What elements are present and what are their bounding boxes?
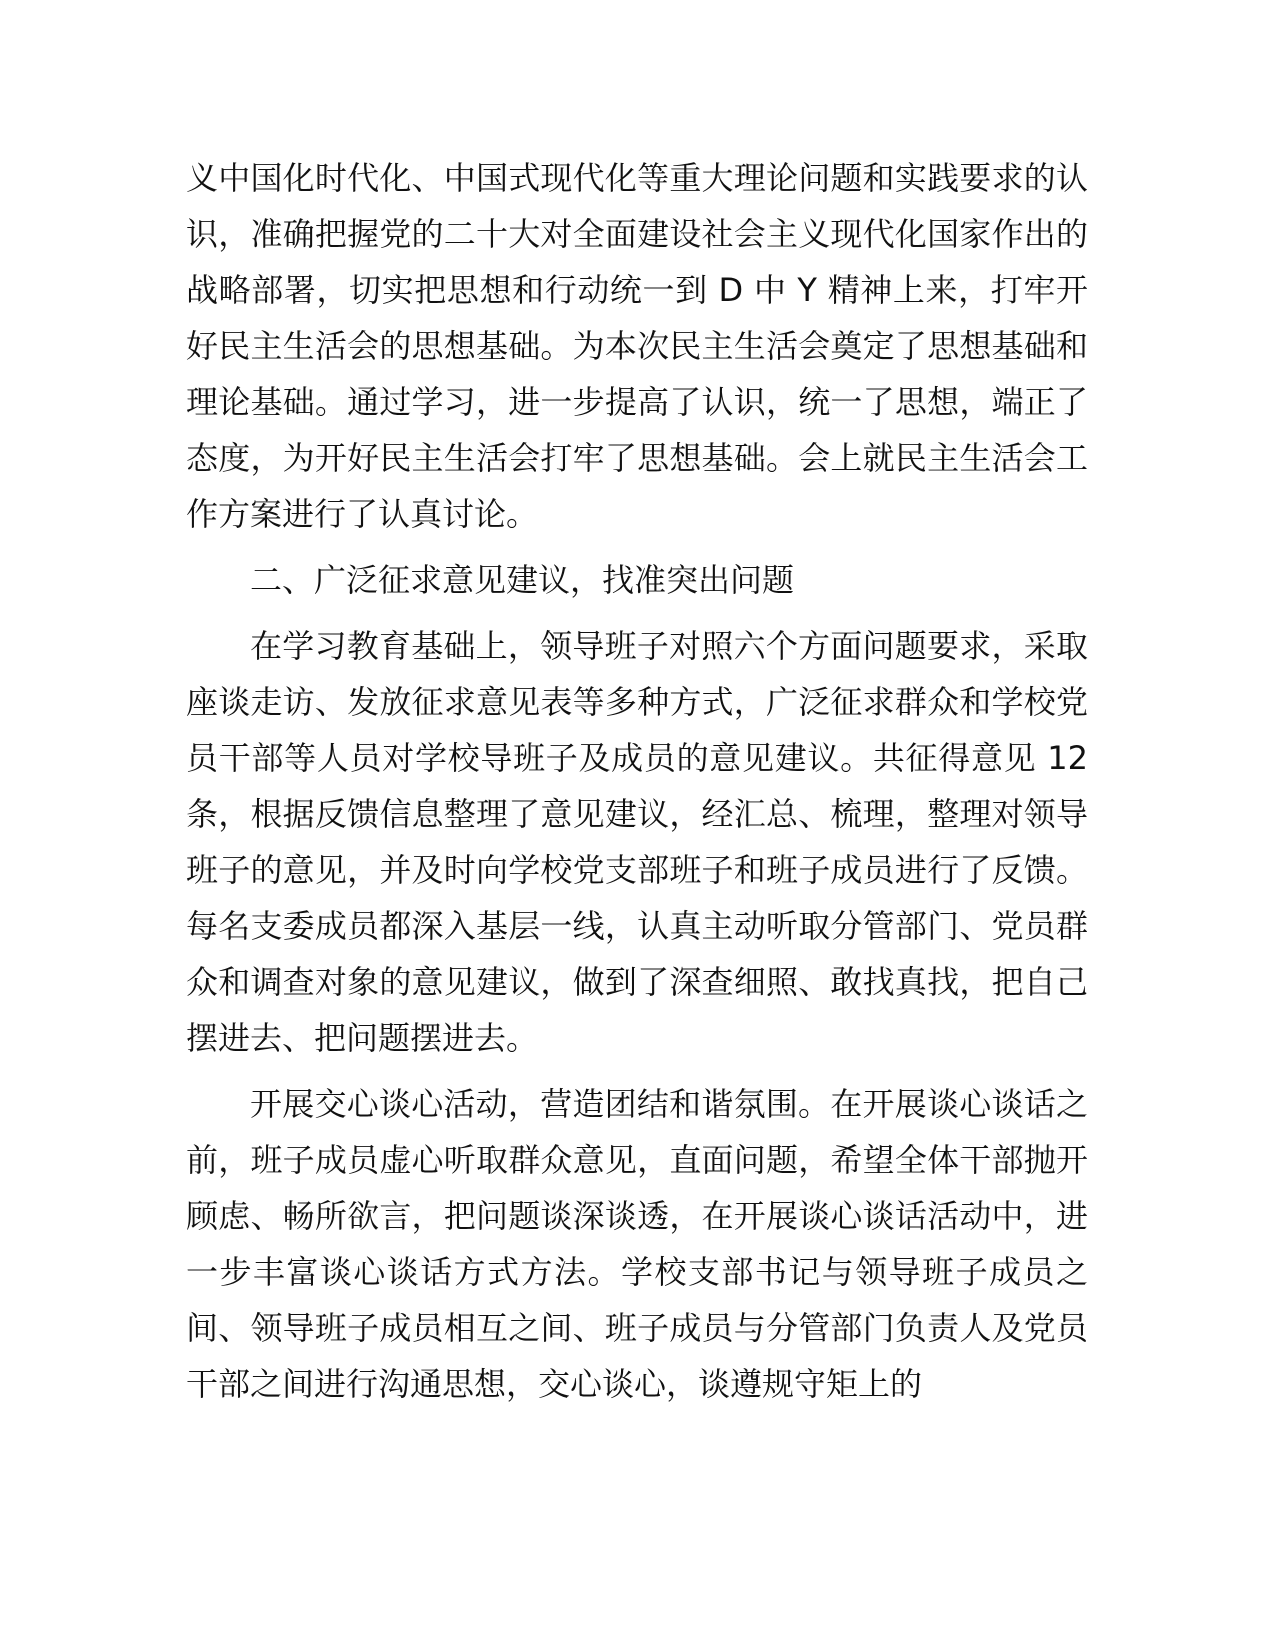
text-line: 人及党员干部之间进行沟通思想，交心谈心，谈遵规守矩上的 bbox=[186, 1309, 1088, 1403]
text-line: 打牢开好民主生活会的思想基础。为本次民主生活会奠定了思 bbox=[186, 271, 1088, 365]
text-line: 校党员干部等人员对学校导班子及成员的意见建议。共征得意 bbox=[186, 683, 1088, 777]
text-line: 成员之间、领导班子成员相互之间、班子成员与分管部门负责 bbox=[186, 1253, 1088, 1347]
text-line: 在学习教育基础上，领导班子对照六个方面问题要求，采 bbox=[250, 627, 1056, 665]
text-line: 想基础和理论基础。通过学习，进一步提高了认识，统一了思 bbox=[186, 327, 1088, 421]
paragraph-study-summary bbox=[186, 150, 1088, 542]
text-line: 民主生活会工作方案进行了认真讨论。 bbox=[186, 439, 1088, 533]
text-line: 中，进一步丰富谈心谈话方式方法。学校支部书记与领导班子 bbox=[186, 1197, 1088, 1291]
document-body bbox=[186, 150, 1088, 1412]
text-line: 取座谈走访、发放征求意见表等多种方式，广泛征求群众和学 bbox=[186, 627, 1088, 721]
paragraph-heart-to-heart-talks bbox=[186, 1076, 1088, 1412]
text-line: 认识，准确把握党的二十大对全面建设社会主义现代化国家作 bbox=[186, 159, 1088, 253]
text-line: 找真找，把自己摆进去、把问题摆进去。 bbox=[186, 963, 1088, 1057]
text-line: 理对领导班子的意见，并及时向学校党支部班子和班子成员进 bbox=[186, 795, 1088, 889]
text-line: 开展交心谈心活动，营造团结和谐氛围。在开展谈心谈话 bbox=[250, 1085, 1056, 1123]
text-line: 之前，班子成员虚心听取群众意见，直面问题，希望全体干部 bbox=[186, 1085, 1088, 1179]
text-line: 想，端正了态度，为开好民主生活会打牢了思想基础。会上就 bbox=[186, 383, 1088, 477]
paragraph-collect-opinions bbox=[186, 618, 1088, 1066]
text-line: 出的战略部署，切实把思想和行动统一到 D 中 Y 精神上来， bbox=[186, 215, 1088, 309]
text-line: 部门、党员群众和调查对象的意见建议，做到了深查细照、敢 bbox=[186, 907, 1088, 1001]
text-line: 行了反馈。每名支委成员都深入基层一线，认真主动听取分管 bbox=[186, 851, 1088, 945]
text-line: 抛开顾虑、畅所欲言，把问题谈深谈透，在开展谈心谈话活动 bbox=[186, 1141, 1088, 1235]
text-line: 义中国化时代化、中国式现代化等重大理论问题和实践要求的 bbox=[186, 159, 1056, 197]
text-line: 见 12 条，根据反馈信息整理了意见建议，经汇总、梳理，整 bbox=[186, 739, 1088, 833]
section-heading: 二、广泛征求意见建议，找准突出问题 bbox=[250, 561, 795, 599]
